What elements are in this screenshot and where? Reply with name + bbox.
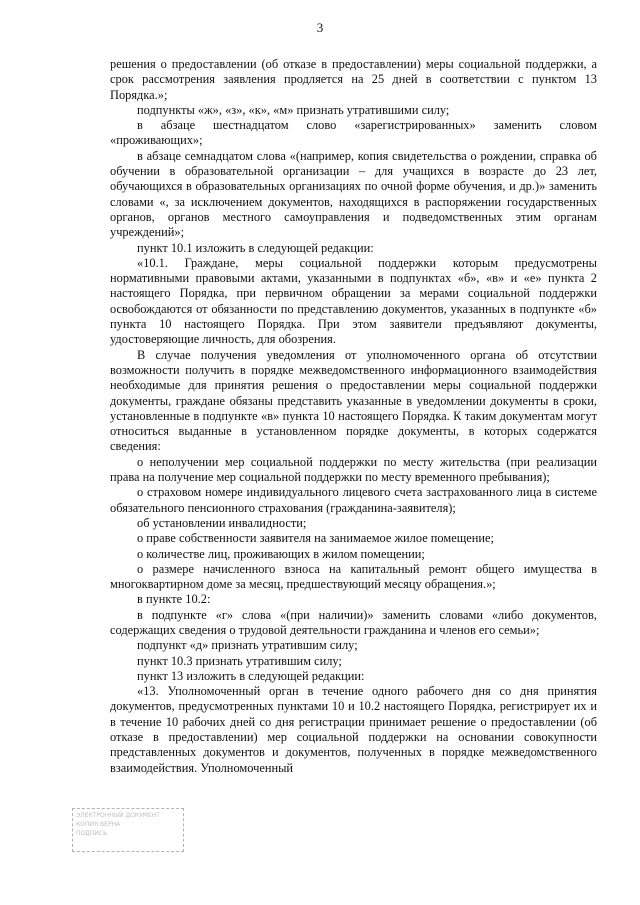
paragraph: о праве собственности заявителя на занимаемое жилое помещение; (137, 531, 494, 546)
paragraph: в абзаце шестнадцатом слово «зарегистрированных» заменить словом «проживающих»; (110, 118, 597, 148)
paragraph: пункт 10.3 признать утратившим силу; (137, 653, 342, 668)
paragraph: об установлении инвалидности; (137, 515, 307, 530)
paragraph: в абзаце семнадцатом слова «(например, копия свидетельства о рождении, справка об обучении в образовательной организации – для учащихся в возрасте до 23 лет, обучающихся в образовательных организациях по очной форме обучения, и др.)» заменить словами «, за исключением документов, находящихся в распоряжении государственных органов, органов местного самоуправления и подведомственных этим органам учреждений»; (110, 148, 597, 240)
electronic-document-stamp (72, 808, 184, 852)
paragraph: о количестве лиц, проживающих в жилом помещении; (137, 546, 425, 561)
paragraph: «13. Уполномоченный орган в течение одного рабочего дня со дня принятия документов, предусмотренных пунктами 10 и 10.2 настоящего Порядка, регистрирует их и в течение 10 рабочих дней со дня регистрации принимает решение о предоставлении (об отказе в предоставлении) мер социальной поддержки на основании совокупности представленных документов и документов, полученных в порядке межведомственного взаимодействия. Уполномоченный (110, 684, 597, 775)
paragraph: пункт 10.1 изложить в следующей редакции: (137, 240, 374, 255)
page-number: 3 (316, 20, 324, 35)
stamp-line: ПОДПИСЬ (76, 830, 108, 837)
paragraph: подпункты «ж», «з», «к», «м» признать утратившими силу; (137, 102, 450, 117)
document-body (110, 57, 597, 776)
stamp-line: ЭЛЕКТРОННЫЙ ДОКУМЕНТ (76, 812, 160, 819)
paragraph: подпункт «д» признать утратившим силу; (137, 638, 358, 653)
paragraph: «10.1. Граждане, меры социальной поддержки которым предусмотрены нормативными правовыми актами, указанными в подпунктах «б», «в» и «е» пункта 2 настоящего Порядка, при первичном обращении за мерами социальной поддержки освобождаются от обязанности по представлению документов, указанных в подпункте «б» пункта 10 настоящего Порядка. При этом заявители предъявляют документы, удостоверяющие личность, для обозрения. (110, 255, 597, 347)
paragraph: пункт 13 изложить в следующей редакции: (137, 668, 365, 683)
paragraph: о неполучении мер социальной поддержки по месту жительства (при реализации права на получение мер социальной поддержки по месту временного пребывания); (110, 454, 597, 485)
paragraph: о страховом номере индивидуального лицевого счета застрахованного лица в системе обязательного пенсионного страхования (гражданина-заявителя); (110, 485, 597, 515)
paragraph: В случае получения уведомления от уполномоченного органа об отсутствии возможности получить в порядке межведомственного информационного взаимодействия необходимые для принятия решения о предоставлении меры социальной поддержки документы, граждане обязаны представить указанные в уведомлении документы в сроки, установленные в подпункте «в» пункта 10 настоящего Порядка. К таким документам могут относиться выданные в установленном порядке документы, в которых содержатся сведения: (110, 347, 597, 454)
paragraph: в пункте 10.2: (137, 592, 211, 607)
stamp-line: КОПИЯ ВЕРНА (76, 821, 121, 828)
paragraph: о размере начисленного взноса на капитальный ремонт общего имущества в многоквартирном доме за месяц, предшествующий месяцу обращения.»; (110, 561, 597, 592)
paragraph: решения о предоставлении (об отказе в предоставлении) меры социальной поддержки, а срок рассмотрения заявления продляется на 25 дней в соответствии с пунктом 13 Порядка.»; (110, 57, 597, 102)
paragraph: в подпункте «г» слова «(при наличии)» заменить словами «либо документов, содержащих сведения о трудовой деятельности гражданина и членов его семьи»; (110, 607, 597, 637)
